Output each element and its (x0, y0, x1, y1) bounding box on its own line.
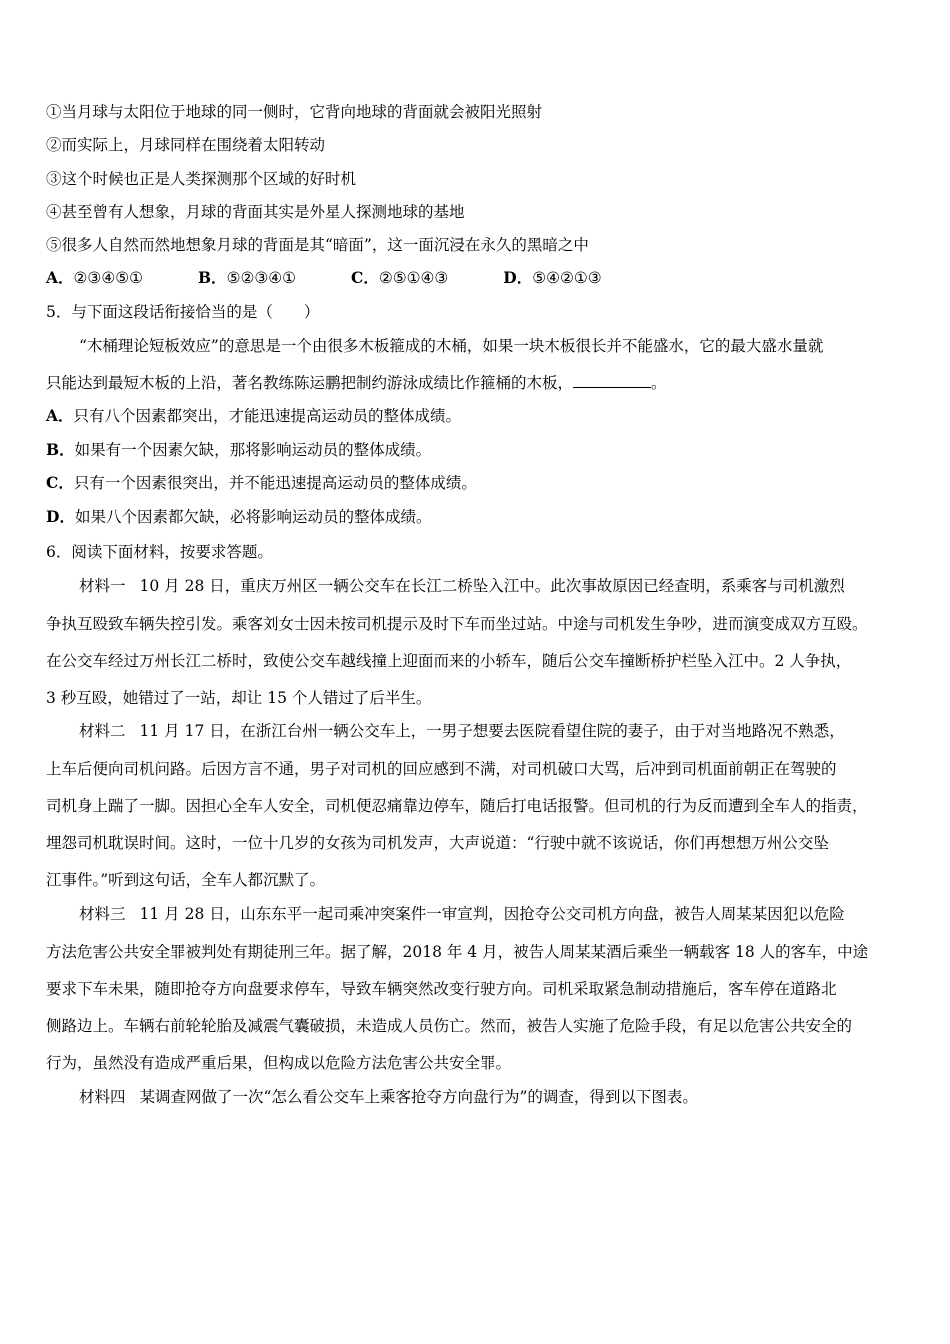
material-label: 材料四 (79, 1088, 126, 1106)
q5-passage-line-1: “木桶理论短板效应”的意思是一个由很多木板箍成的木桶，如果一块木板很长并不能盛水，它的最大盛水量就 (79, 337, 824, 355)
material-1-line-4: 3 秒互殴，她错过了一站，却让 15 个人错过了后半生。 (46, 689, 432, 707)
q5-passage-end: 。 (651, 374, 667, 392)
q4-option-c[interactable] (351, 267, 448, 289)
q5-option-c[interactable] (46, 472, 914, 494)
option-text: 只有八个因素都突出，才能迅速提高运动员的整体成绩。 (73, 407, 462, 425)
material-text: 11 月 28 日，山东东平一起司乘冲突案件一审宣判，因抢夺公交司机方向盘，被告人周某某因犯以危险 (139, 905, 845, 923)
material-text: 10 月 28 日，重庆万州区一辆公交车在长江二桥坠入江中。此次事故原因已经查明，系乘客与司机激烈 (139, 577, 845, 595)
q4-sentence-3: ③这个时候也正是人类探测那个区域的好时机 (46, 170, 357, 188)
q5-stem: 5．与下面这段话衔接恰当的是（ ） (46, 303, 320, 321)
material-3-line-1 (79, 903, 914, 925)
option-label: C． (46, 473, 74, 492)
material-2-line-4: 埋怨司机耽误时间。这时，一位十几岁的女孩为司机发声，大声说道：“行驶中就不该说话，你们再想想万州公交坠 (46, 834, 829, 852)
q5-option-b[interactable] (46, 439, 914, 461)
q5-passage-text: 只能达到最短木板的上沿，著名教练陈运鹏把制约游泳成绩比作箍桶的木板， (46, 374, 574, 392)
option-label: D． (503, 268, 533, 287)
option-label: B． (46, 440, 75, 459)
q5-passage-line-2 (46, 372, 914, 394)
option-text: 如果有一个因素欠缺，那将影响运动员的整体成绩。 (74, 441, 432, 459)
material-2-line-1 (79, 720, 914, 742)
material-label: 材料一 (79, 577, 126, 595)
material-3-line-5: 行为，虽然没有造成严重后果，但构成以危险方法危害公共安全罪。 (46, 1054, 512, 1072)
option-text: ②③④⑤① (73, 269, 144, 287)
material-2-line-5: 江事件。”听到这句话，全车人都沉默了。 (46, 871, 326, 889)
material-2-line-3: 司机身上踹了一脚。因担心全车人安全，司机便忍痛靠边停车，随后打电话报警。但司机的行为反而遭到全车人的指责， (46, 797, 868, 815)
answer-blank[interactable] (573, 373, 651, 388)
q6-stem: 6．阅读下面材料，按要求答题。 (46, 543, 273, 561)
option-text: 如果八个因素都欠缺，必将影响运动员的整体成绩。 (74, 508, 432, 526)
material-text: 某调查网做了一次“怎么看公交车上乘客抢夺方向盘行为”的调查，得到以下图表。 (139, 1088, 698, 1106)
option-label: D． (46, 507, 75, 526)
q4-sentence-4: ④甚至曾有人想象，月球的背面其实是外星人探测地球的基地 (46, 203, 465, 221)
option-label: A． (46, 406, 74, 425)
material-2-line-2: 上车后便向司机问路。后因方言不通，男子对司机的回应感到不满，对司机破口大骂，后冲到司机面前朝正在驾驶的 (46, 760, 837, 778)
q5-option-d[interactable] (46, 506, 914, 528)
q4-sentence-5: ⑤很多人自然而然地想象月球的背面是其“暗面”，这一面沉浸在永久的黑暗之中 (46, 236, 589, 254)
material-3-line-3: 要求下车未果，随即抢夺方向盘要求停车，导致车辆突然改变行驶方向。司机采取紧急制动措施后，客车停在道路北 (46, 980, 837, 998)
material-label: 材料二 (79, 722, 126, 740)
option-label: B． (197, 268, 227, 287)
q4-sentence-2: ②而实际上，月球同样在围绕着太阳转动 (46, 136, 326, 154)
option-text: ②⑤①④③ (378, 269, 449, 287)
q4-sentence-1: ①当月球与太阳位于地球的同一侧时，它背向地球的背面就会被阳光照射 (46, 103, 543, 121)
material-text: 11 月 17 日，在浙江台州一辆公交车上，一男子想要去医院看望住院的妻子，由于对当地路况不熟悉， (139, 722, 845, 740)
q4-option-b[interactable] (198, 267, 296, 289)
q4-option-d[interactable] (503, 267, 601, 289)
material-4-line-1 (79, 1086, 914, 1108)
option-text: 只有一个因素很突出，并不能迅速提高运动员的整体成绩。 (73, 474, 477, 492)
option-label: A． (46, 268, 74, 287)
option-text: ⑤④②①③ (532, 269, 602, 287)
material-3-line-2: 方法危害公共安全罪被判处有期徒刑三年。据了解，2018 年 4 月，被告人周某某酒后乘坐一辆载客 18 人的客车，中途 (46, 943, 869, 961)
material-1-line-2: 争执互殴致车辆失控引发。乘客刘女士因未按司机提示及时下车而坐过站。中途与司机发生争吵，进而演变成双方互殴。 (46, 615, 868, 633)
option-label: C． (350, 268, 379, 287)
material-1-line-3: 在公交车经过万州长江二桥时，致使公交车越线撞上迎面而来的小轿车，随后公交车撞断桥护栏坠入江中。2 人争执， (46, 652, 852, 670)
material-3-line-4: 侧路边上。车辆右前轮轮胎及减震气囊破损，未造成人员伤亡。然而，被告人实施了危险手段，有足以危害公共安全的 (46, 1017, 853, 1035)
q4-options (46, 267, 914, 289)
option-text: ⑤②③④① (226, 269, 297, 287)
material-label: 材料三 (79, 905, 126, 923)
q4-option-a[interactable] (46, 267, 143, 289)
material-1-line-1 (79, 575, 914, 597)
q5-option-a[interactable] (46, 405, 914, 427)
